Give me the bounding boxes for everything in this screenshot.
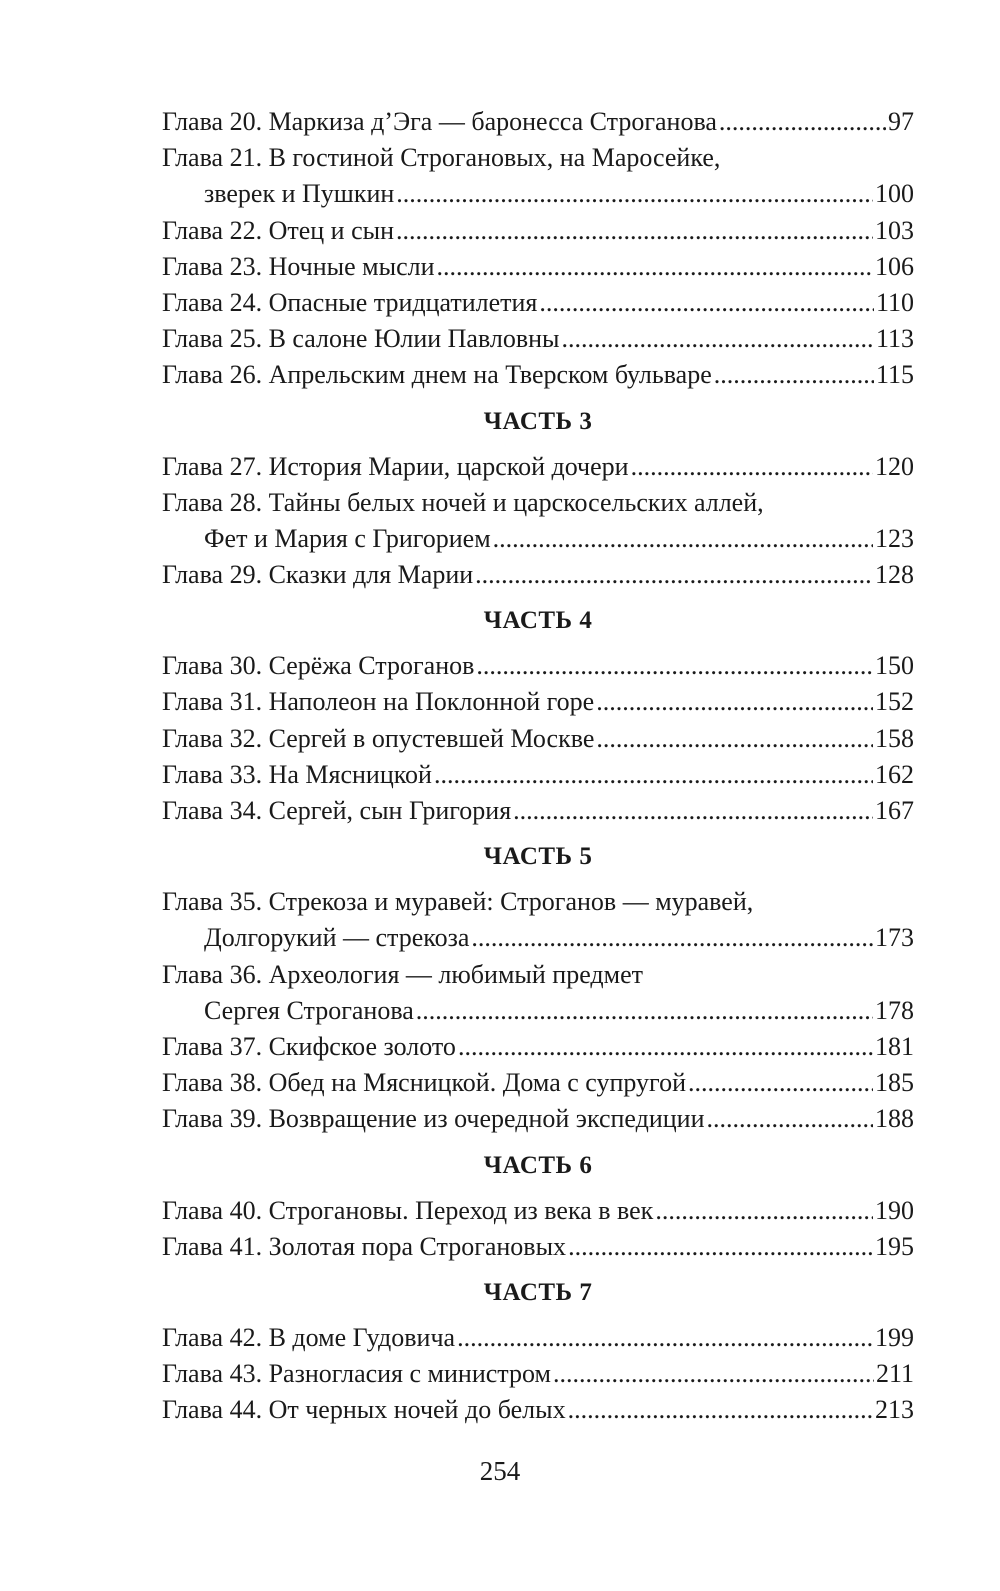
leader-dots [688, 1065, 873, 1101]
entry-title: Глава 20. Маркиза д’Эга — баронесса Строганова [162, 107, 717, 136]
entry-title: Глава 41. Золотая пора Строгановых [162, 1231, 567, 1261]
toc-entry [162, 449, 914, 485]
entry-title: Глава 42. В доме Гудовича [162, 1322, 456, 1352]
entry-title-continued: Сергея Строганова [204, 995, 414, 1025]
entry-title: Глава 25. В салоне Юлии Павловны [162, 324, 560, 354]
entry-page-number: 181 [875, 1031, 914, 1061]
entry-title: Глава 40. Строгановы. Переход из века в век [162, 1195, 654, 1225]
table-of-contents [162, 104, 914, 1428]
part-heading: ЧАСТЬ 6 [483, 1151, 593, 1179]
entry-title-continued: зверек и Пушкин [204, 179, 395, 209]
entry-title: Глава 37. Скифское золото [162, 1031, 456, 1061]
entry-title: Глава 22. Отец и сын [162, 215, 394, 245]
toc-entry [162, 249, 914, 285]
toc-entry [162, 213, 914, 249]
toc-entry [162, 1392, 914, 1428]
entry-title: Глава 44. От черных ночей до белых [162, 1395, 566, 1425]
entry-title: Глава 21. В гостиной Строгановых, на Маросейке, [162, 143, 721, 173]
entry-title: Глава 36. Археология — любимый предмет [162, 959, 643, 989]
leader-dots [562, 321, 874, 357]
toc-entry [162, 485, 914, 557]
entry-page-number: 195 [875, 1231, 914, 1261]
leader-dots [539, 285, 874, 321]
leader-dots [434, 757, 873, 793]
toc-entry [162, 321, 914, 357]
leader-dots [568, 1392, 873, 1428]
entry-page-number: 106 [875, 251, 914, 281]
entry-title: Глава 39. Возвращение из очередной экспедиции [162, 1104, 705, 1134]
entry-title: Глава 34. Сергей, сын Григория [162, 796, 512, 825]
entry-page-number: 113 [875, 324, 914, 354]
toc-entry [162, 285, 914, 321]
toc-entry [162, 648, 914, 684]
leader-dots [596, 721, 873, 757]
toc-entry [162, 721, 914, 757]
toc-entry [162, 1320, 914, 1356]
part-heading: ЧАСТЬ 7 [483, 1278, 593, 1306]
entry-page-number: 213 [875, 1395, 914, 1425]
entry-title: Глава 31. Наполеон на Поклонной горе [162, 687, 595, 717]
leader-dots [476, 648, 873, 684]
toc-entry [162, 1101, 914, 1137]
toc-entry [162, 557, 914, 593]
toc-entry [162, 1065, 914, 1101]
toc-entry [162, 357, 914, 393]
leader-dots [471, 920, 873, 956]
entry-title: Глава 28. Тайны белых ночей и царскосельских аллей, [162, 487, 764, 517]
leader-dots [416, 993, 873, 1029]
entry-page-number: 152 [875, 687, 914, 717]
entry-title: Глава 38. Обед на Мясницкой. Дома с супругой [162, 1068, 686, 1098]
entry-page-number: 199 [875, 1322, 914, 1352]
leader-dots [475, 557, 873, 593]
leader-dots [655, 1193, 873, 1229]
entry-title: Глава 27. История Марии, царской дочери [162, 451, 629, 481]
entry-title: Глава 29. Сказки для Марии [162, 560, 474, 590]
leader-dots [553, 1356, 874, 1392]
toc-entry [162, 757, 914, 793]
toc-entry [162, 1029, 914, 1065]
leader-dots [631, 449, 873, 485]
entry-title: Глава 43. Разногласия с министром [162, 1359, 551, 1389]
toc-entry [162, 684, 914, 720]
part-heading: ЧАСТЬ 4 [483, 607, 593, 635]
entry-page-number: 190 [875, 1195, 914, 1225]
entry-page-number: 128 [875, 560, 914, 590]
toc-entry [162, 957, 914, 1029]
toc-entry [162, 1356, 914, 1392]
entry-page-number: 103 [875, 215, 914, 245]
entry-title: Глава 33. На Мясницкой [162, 759, 432, 789]
entry-page-number: 188 [875, 1104, 914, 1134]
entry-page-number: 162 [875, 759, 914, 789]
toc-entry [162, 1193, 914, 1229]
leader-dots [493, 521, 873, 557]
part-heading: ЧАСТЬ 5 [483, 843, 593, 871]
entry-page-number: 173 [875, 923, 914, 953]
page-number: 254 [479, 1456, 521, 1486]
entry-page-number: 211 [875, 1359, 914, 1389]
leader-dots [706, 1101, 873, 1137]
entry-title: Глава 35. Стрекоза и муравей: Строганов — муравей, [162, 887, 754, 917]
entry-page-number: 158 [875, 723, 914, 753]
entry-title: Глава 30. Серёжа Строганов [162, 651, 475, 681]
entry-title: Глава 26. Апрельским днем на Тверском бульваре [162, 360, 712, 390]
leader-dots [714, 357, 874, 393]
leader-dots [457, 1320, 873, 1356]
entry-page-number: 115 [875, 360, 914, 390]
entry-page-number: 123 [875, 523, 914, 553]
toc-entry [162, 1229, 914, 1265]
entry-page-number: 167 [875, 796, 914, 825]
leader-dots [719, 104, 886, 140]
leader-dots [596, 684, 873, 720]
entry-title: Глава 23. Ночные мысли [162, 251, 435, 281]
entry-title: Глава 32. Сергей в опустевшей Москве [162, 723, 595, 753]
leader-dots [437, 249, 873, 285]
toc-entry [162, 793, 914, 829]
entry-page-number: 120 [875, 451, 914, 481]
entry-page-number: 150 [875, 651, 914, 681]
leader-dots [396, 213, 873, 249]
entry-page-number: 185 [875, 1068, 914, 1098]
entry-title: Глава 24. Опасные тридцатилетия [162, 287, 538, 317]
leader-dots [396, 176, 873, 212]
toc-entry [162, 884, 914, 956]
entry-page-number: 178 [875, 995, 914, 1025]
part-heading: ЧАСТЬ 3 [483, 407, 593, 435]
leader-dots [458, 1029, 873, 1065]
toc-entry [162, 140, 914, 212]
leader-dots [568, 1229, 873, 1265]
entry-page-number: 97 [888, 107, 914, 136]
entry-title-continued: Долгорукий — стрекоза [204, 923, 470, 953]
toc-entry [162, 104, 914, 140]
entry-page-number: 100 [875, 179, 914, 209]
entry-page-number: 110 [875, 287, 914, 317]
entry-title-continued: Фет и Мария с Григорием [204, 523, 491, 553]
leader-dots [513, 793, 873, 829]
